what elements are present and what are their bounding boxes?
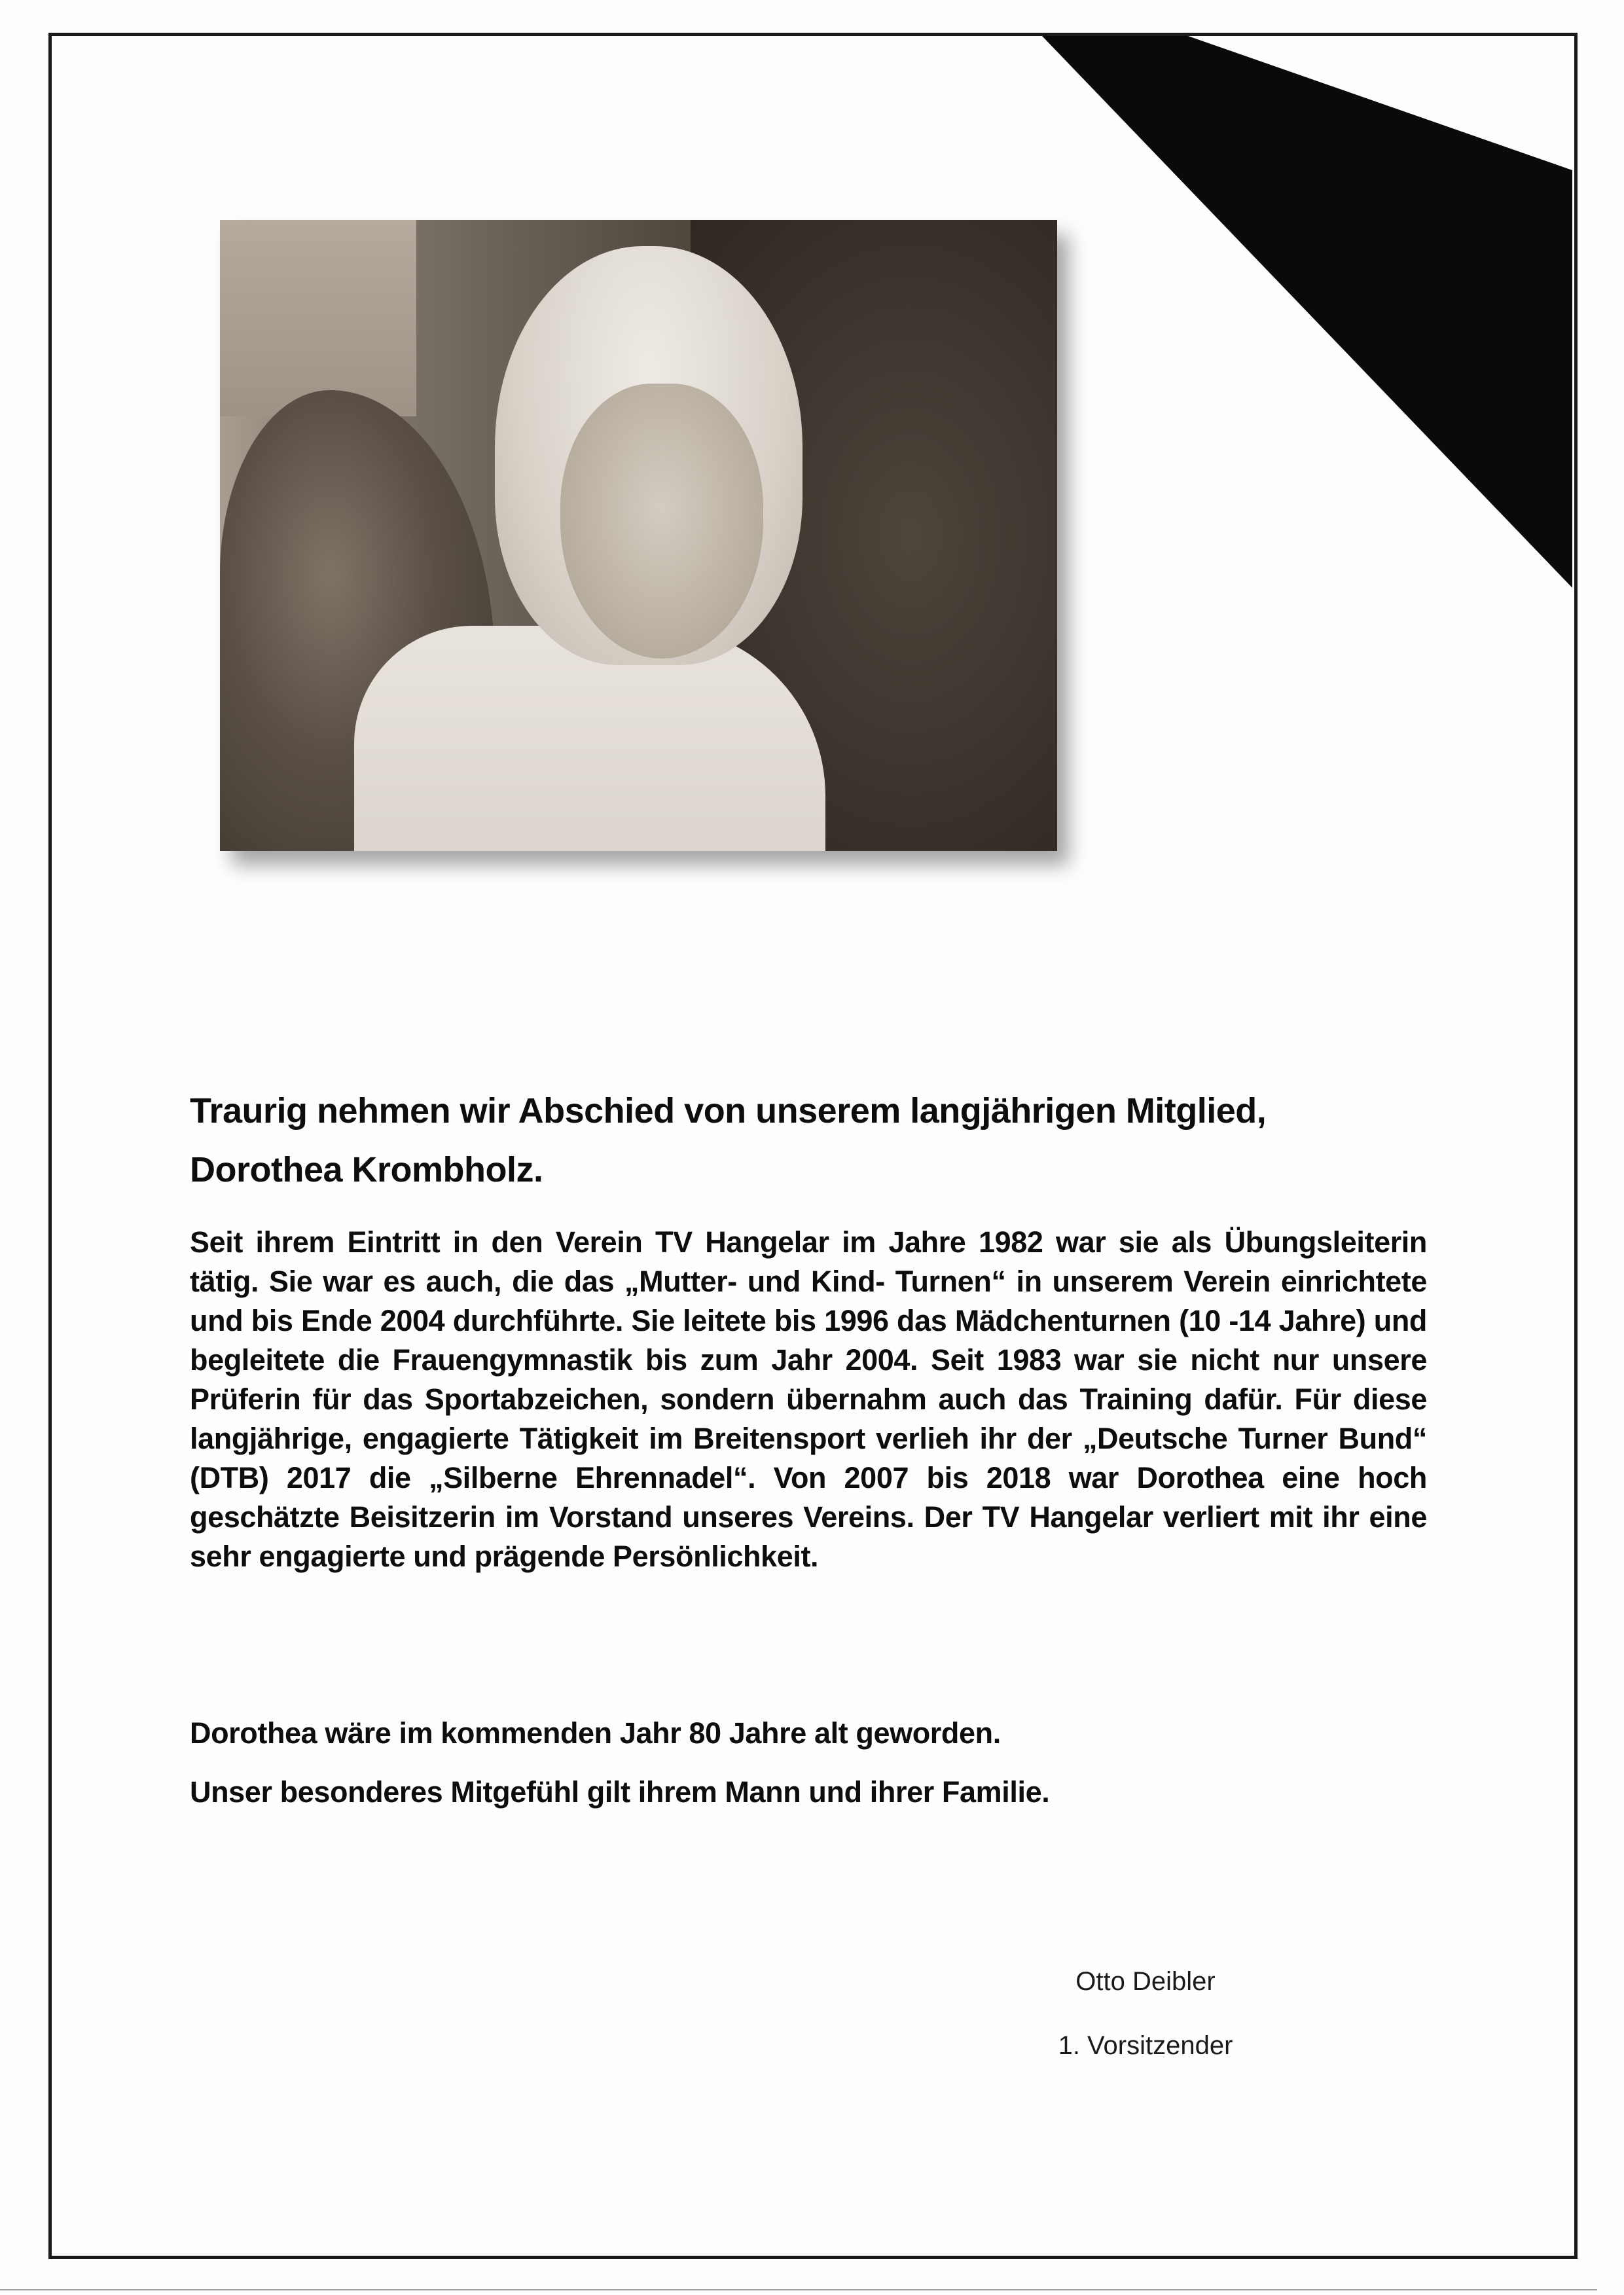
signature-role: 1. Vorsitzender xyxy=(1058,2031,1233,2060)
obituary-biography-paragraph: Seit ihrem Eintritt in den Verein TV Hangelar im Jahre 1982 war sie als Übungsleiterin tätig. Sie war es auch, die das „Mutter- und Kind- Turnen“ in unserem Verein einrichtete und bis Ende 2004 durchführte. Sie leitete bis 1996 das Mädchenturnen (10 -14 Jahre) und begleitete die Frauengymnastik bis zum Jahr 2004. Seit 1983 war sie nicht nur unsere Prüferin für das Sportabzeichen, sondern übernahm auch das Training dafür. Für diese langjährige, engagierte Tätigkeit im Breitensport verlieh ihr der „Deutsche Turner Bund“ (DTB) 2017 die „Silberne Ehrennadel“. Von 2007 bis 2018 war Dorothea eine hoch geschätzte Beisitzerin im Vorstand unseres Vereins. Der TV Hangelar verliert mit ihr eine sehr engagierte und prägende Persönlichkeit. xyxy=(190,1225,1427,1573)
signature-name: Otto Deibler xyxy=(1075,1967,1216,1996)
photo-face xyxy=(560,384,763,659)
page-bottom-rule xyxy=(0,2289,1597,2290)
portrait-image xyxy=(220,220,1057,851)
portrait-photo xyxy=(220,220,1057,851)
obituary-age-paragraph: Dorothea wäre im kommenden Jahr 80 Jahre alt geworden. xyxy=(190,1716,1001,1750)
obituary-condolence-paragraph: Unser besonderes Mitgefühl gilt ihrem Mann und ihrer Familie. xyxy=(190,1775,1050,1809)
photo-background-wall xyxy=(220,220,416,416)
obituary-heading: Traurig nehmen wir Abschied von unserem langjährigen Mitglied, Dorothea Krombholz. xyxy=(190,1091,1267,1189)
